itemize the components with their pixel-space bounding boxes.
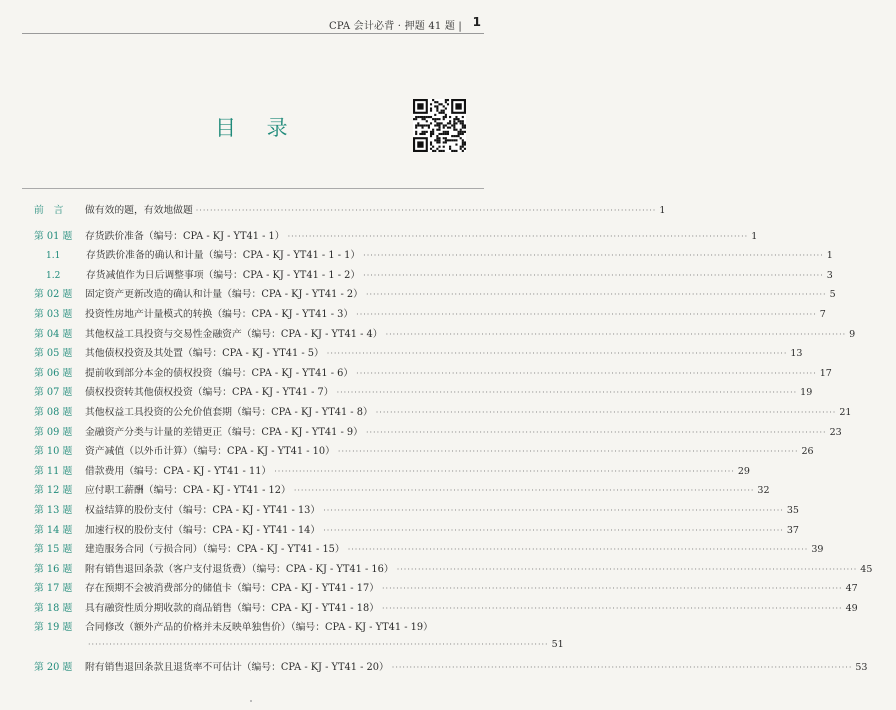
header-rule (22, 33, 484, 34)
toc-entry-page: 26 (801, 446, 814, 458)
toc-entry-page: 17 (819, 367, 832, 379)
toc-entry-title: 借款费用（编号：CPA - KJ - YT41 - 11） (85, 465, 272, 477)
toc-entry[interactable] (34, 619, 464, 639)
toc-entry-number: 第 03 题 (34, 308, 73, 320)
toc-entry[interactable] (34, 247, 833, 267)
toc-entry[interactable] (34, 202, 666, 222)
page-number: 1 (472, 15, 481, 29)
toc-leader-dots (337, 388, 798, 397)
toc-entry-number: 第 17 题 (34, 583, 73, 595)
toc-entry-page: 35 (786, 504, 799, 516)
toc-entry[interactable] (34, 463, 750, 483)
toc-leader-dots (386, 330, 847, 339)
toc-leader-dots (397, 565, 858, 574)
title-divider (22, 188, 484, 189)
toc-leader-dots (323, 506, 784, 515)
toc-entry-page: 32 (757, 485, 770, 497)
toc-entry[interactable] (34, 286, 836, 306)
toc-entry-title: 存货跌价准备的确认和计量（编号：CPA - KJ - YT41 - 1 - 1） (86, 250, 361, 262)
toc-entry-number: 第 06 题 (34, 367, 73, 379)
toc-entry[interactable] (34, 365, 832, 385)
toc-entry-page: 49 (845, 602, 858, 614)
toc-entry-number: 1.1 (46, 251, 61, 262)
toc-entry[interactable] (34, 580, 858, 600)
toc-entry[interactable] (34, 345, 803, 365)
toc-entry[interactable] (34, 404, 852, 424)
toc-entry-page: 37 (786, 524, 799, 536)
toc-entry-number: 第 07 题 (34, 387, 73, 399)
toc-leader-dots (88, 640, 549, 649)
toc-entry-page: 51 (551, 639, 564, 651)
toc-entry-number: 第 14 题 (34, 524, 73, 536)
toc-entry-page: 21 (839, 406, 852, 418)
toc-entry-page: 3 (826, 269, 833, 281)
toc-entry-page: 29 (737, 465, 750, 477)
toc-entry-title: 附有销售退回条款（客户支付退货费）（编号：CPA - KJ - YT41 - 16） (85, 563, 394, 575)
toc-leader-dots (274, 467, 735, 476)
toc-entry[interactable] (34, 306, 826, 326)
toc-entry[interactable] (34, 482, 770, 502)
toc-entry-page: 23 (829, 426, 842, 438)
toc-entry[interactable] (34, 600, 858, 620)
toc-entry[interactable] (34, 502, 799, 522)
toc-entry-page: 9 (849, 328, 856, 340)
toc-leader-dots (363, 271, 824, 280)
toc-leader-dots (366, 290, 827, 299)
toc-entry[interactable] (34, 561, 873, 581)
toc-entry-title: 投资性房地产计量模式的转换（编号：CPA - KJ - YT41 - 3） (85, 308, 354, 320)
toc-entry[interactable] (34, 267, 833, 287)
toc-entry-title: 存货减值作为日后调整事项（编号：CPA - KJ - YT41 - 1 - 2） (86, 269, 361, 281)
toc-entry-number: 第 04 题 (34, 328, 73, 340)
toc-entry[interactable] (34, 541, 824, 561)
toc-entry-number: 第 05 题 (34, 348, 73, 360)
toc-entry-number: 第 19 题 (34, 622, 73, 634)
table-of-contents (34, 202, 873, 678)
toc-entry-title: 权益结算的股份支付（编号：CPA - KJ - YT41 - 13） (85, 504, 321, 516)
toc-entry-title: 建造服务合同（亏损合同）（编号：CPA - KJ - YT41 - 15） (85, 544, 345, 556)
running-head: CPA 会计必背 · 押题 41 题 | (328, 21, 462, 32)
toc-leader-dots (382, 584, 843, 593)
toc-entry-title: 提前收到部分本金的债权投资（编号：CPA - KJ - YT41 - 6） (85, 367, 354, 379)
toc-entry-page: 1 (659, 205, 666, 216)
toc-entry-title: 债权投资转其他债权投资（编号：CPA - KJ - YT41 - 7） (85, 387, 334, 399)
toc-entry-title: 具有融资性质分期收款的商品销售（编号：CPA - KJ - YT41 - 18） (85, 602, 379, 614)
toc-entry-title: 加速行权的股份支付（编号：CPA - KJ - YT41 - 14） (85, 524, 321, 536)
toc-entry-title: 其他债权投资及其处置（编号：CPA - KJ - YT41 - 5） (85, 348, 324, 360)
toc-entry[interactable] (34, 384, 813, 404)
toc-leader-dots (196, 206, 657, 215)
toc-leader-dots (376, 408, 837, 417)
toc-entry[interactable] (34, 522, 799, 542)
toc-entry[interactable] (34, 326, 856, 346)
toc-leader-dots (327, 349, 788, 358)
toc-entry-number: 第 10 题 (34, 446, 73, 458)
toc-entry-number: 1.2 (46, 270, 61, 281)
toc-entry-number: 第 01 题 (34, 230, 73, 242)
toc-entry-page: 5 (829, 289, 836, 301)
toc-entry-title: 其他权益工具投资的公允价值套期（编号：CPA - KJ - YT41 - 8） (85, 406, 373, 418)
toc-entry-title: 固定资产更新改造的确认和计量（编号：CPA - KJ - YT41 - 2） (85, 289, 363, 301)
toc-entry-title: 其他权益工具投资与交易性金融资产（编号：CPA - KJ - YT41 - 4） (85, 328, 383, 340)
toc-entry-page: 1 (751, 230, 758, 242)
toc-entry-title: 应付职工薪酬（编号：CPA - KJ - YT41 - 12） (85, 485, 291, 497)
toc-leader-dots (348, 545, 809, 554)
toc-entry-page: 1 (826, 250, 833, 262)
toc-entry-page: 39 (811, 544, 824, 556)
toc-entry-number: 第 12 题 (34, 485, 73, 497)
toc-entry-number: 第 15 题 (34, 544, 73, 556)
qr-code (413, 99, 466, 152)
toc-entry-number: 第 08 题 (34, 406, 73, 418)
toc-entry-page: 19 (800, 387, 813, 399)
toc-leader-dots (338, 447, 799, 456)
toc-entry-number: 第 20 题 (34, 661, 73, 673)
toc-entry[interactable] (34, 639, 564, 659)
toc-entry-number: 第 13 题 (34, 504, 73, 516)
toc-entry-number: 第 16 题 (34, 563, 73, 575)
toc-leader-dots (294, 486, 755, 495)
toc-entry-title: 合同修改（额外产品的价格并未反映单独售价）（编号：CPA - KJ - YT41 - 19） (85, 622, 433, 634)
toc-entry-title: 做有效的题，有效地做题 (85, 205, 193, 216)
toc-entry[interactable] (34, 443, 814, 463)
toc-entry-title: 金融资产分类与计量的差错更正（编号：CPA - KJ - YT41 - 9） (85, 426, 363, 438)
toc-leader-dots (288, 232, 749, 241)
toc-title: 目 录 (215, 116, 300, 140)
toc-leader-dots (323, 526, 784, 535)
toc-leader-dots (356, 369, 817, 378)
toc-entry-title: 附有销售退回条款且退货率不可估计（编号：CPA - KJ - YT41 - 20） (85, 661, 389, 673)
toc-entry-number: 前 言 (34, 205, 64, 216)
toc-entry-number: 第 09 题 (34, 426, 73, 438)
toc-leader-dots (363, 251, 824, 260)
toc-entry-page: 47 (845, 583, 858, 595)
toc-entry-title: 资产减值（以外币计算）（编号：CPA - KJ - YT41 - 10） (85, 446, 335, 458)
toc-leader-dots (356, 310, 817, 319)
toc-entry[interactable] (34, 424, 842, 444)
toc-entry[interactable] (34, 659, 868, 679)
page-speck (250, 700, 252, 702)
toc-entry-number: 第 11 题 (34, 465, 73, 477)
toc-entry-page: 13 (790, 348, 803, 360)
toc-entry-number: 第 02 题 (34, 289, 73, 301)
toc-entry-page: 7 (819, 308, 826, 320)
toc-entry[interactable] (34, 228, 758, 248)
toc-entry-title: 存在预期不会被消费部分的储值卡（编号：CPA - KJ - YT41 - 17） (85, 583, 379, 595)
toc-leader-dots (392, 663, 853, 672)
toc-entry-title: 存货跌价准备（编号：CPA - KJ - YT41 - 1） (85, 230, 285, 242)
toc-leader-dots (382, 604, 843, 613)
toc-entry-page: 53 (855, 661, 868, 673)
toc-entry-page: 45 (860, 563, 873, 575)
toc-entry-number: 第 18 题 (34, 602, 73, 614)
toc-leader-dots (366, 428, 827, 437)
